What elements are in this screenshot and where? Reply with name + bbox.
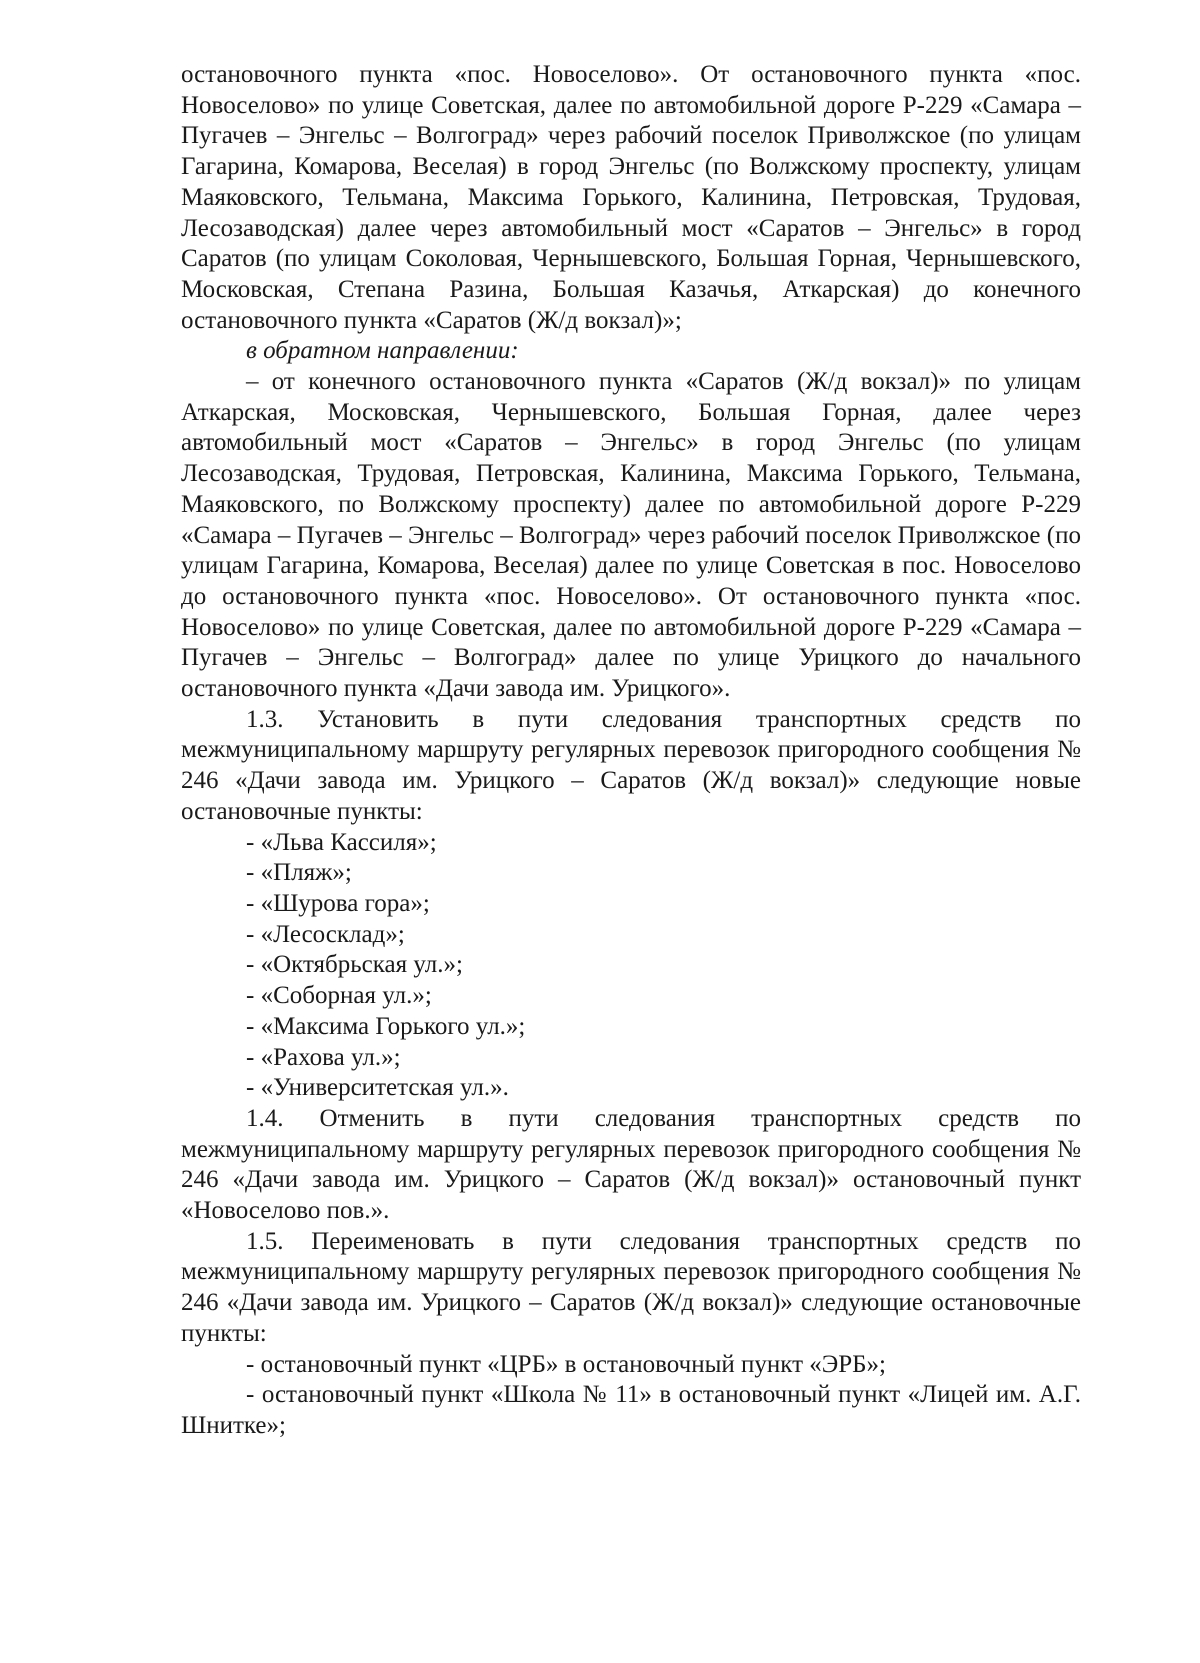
paragraph-route-forward: остановочного пункта «пос. Новоселово». От остановочного пункта «пос. Новоселово» по улице Советская, далее по автомобильной дороге Р-229 «Самара – Пугачев – Энгельс – Волгоград» через рабочий поселок Приволжское (по улицам Гагарина, Комарова, Веселая) в город Энгельс (по Волжскому проспекту, улицам Маяковского, Тельмана, Максима Горького, Калинина, Петровская, Трудовая, Лесозаводская) далее через автомобильный мост «Саратов – Энгельс» в город Саратов (по улицам Соколовая, Чернышевского, Большая Горная, Чернышевского, Московская, Степана Разина, Большая Казачья, Аткарская) до конечного остановочного пункта «Саратов (Ж/д вокзал)»;	[181, 61, 1081, 334]
paragraph-1-4: 1.4. Отменить в пути следования транспортных средств по межмуниципальному маршруту регулярных перевозок пригородного сообщения № 246 «Дачи завода им. Урицкого – Саратов (Ж/д вокзал)» остановочный пункт «Новоселово пов.».	[181, 1104, 1081, 1225]
list-item: - остановочный пункт «Школа № 11» в остановочный пункт «Лицей им. А.Г. Шнитке»;	[181, 1381, 1081, 1439]
list-item: - «Пляж»;	[246, 859, 352, 887]
list-item: - «Октябрьская ул.»;	[246, 951, 463, 979]
list-item: - «Лесосклад»;	[246, 920, 405, 948]
list-item: - «Соборная ул.»;	[246, 982, 432, 1010]
renamed-stops-list	[181, 1350, 1081, 1442]
paragraph-route-reverse: – от конечного остановочного пункта «Саратов (Ж/д вокзал)» по улицам Аткарская, Московская, Чернышевского, Большая Горная, далее через автомобильный мост «Саратов – Энгельс» в город Энгельс (по улицам Лесозаводская, Трудовая, Петровская, Калинина, Максима Горького, Тельмана, Маяковского, по Волжскому проспекту) далее по автомобильной дороге Р-229 «Самара – Пугачев – Энгельс – Волгоград» через рабочий поселок Приволжское (по улицам Гагарина, Комарова, Веселая) далее по улице Советская в пос. Новоселово до остановочного пункта «пос. Новоселово». От остановочного пункта «пос. Новоселово» по улице Советская, далее по автомобильной дороге Р-229 «Самара – Пугачев – Энгельс – Волгоград» далее по улице Урицкого до начального остановочного пункта «Дачи завода им. Урицкого».	[181, 368, 1081, 703]
list-item: - «Льва Кассиля»;	[246, 828, 437, 856]
list-item: - остановочный пункт «ЦРБ» в остановочный пункт «ЭРБ»;	[246, 1350, 886, 1378]
list-item: - «Шурова гора»;	[246, 889, 430, 917]
list-item: - «Рахова ул.»;	[246, 1043, 401, 1071]
paragraph-1-5: 1.5. Переименовать в пути следования транспортных средств по межмуниципальному маршруту регулярных перевозок пригородного сообщения № 246 «Дачи завода им. Урицкого – Саратов (Ж/д вокзал)» следующие остановочные пункты:	[181, 1227, 1081, 1347]
paragraph-1-3: 1.3. Установить в пути следования транспортных средств по межмуниципальному маршруту регулярных перевозок пригородного сообщения № 246 «Дачи завода им. Урицкого – Саратов (Ж/д вокзал)» следующие новые остановочные пункты:	[181, 705, 1081, 825]
list-item: - «Университетская ул.».	[246, 1074, 509, 1102]
new-stops-list	[181, 828, 1081, 1104]
list-item: - «Максима Горького ул.»;	[246, 1012, 526, 1040]
document-body	[181, 60, 1081, 1442]
paragraph-reverse-heading: в обратном направлении:	[246, 337, 519, 365]
